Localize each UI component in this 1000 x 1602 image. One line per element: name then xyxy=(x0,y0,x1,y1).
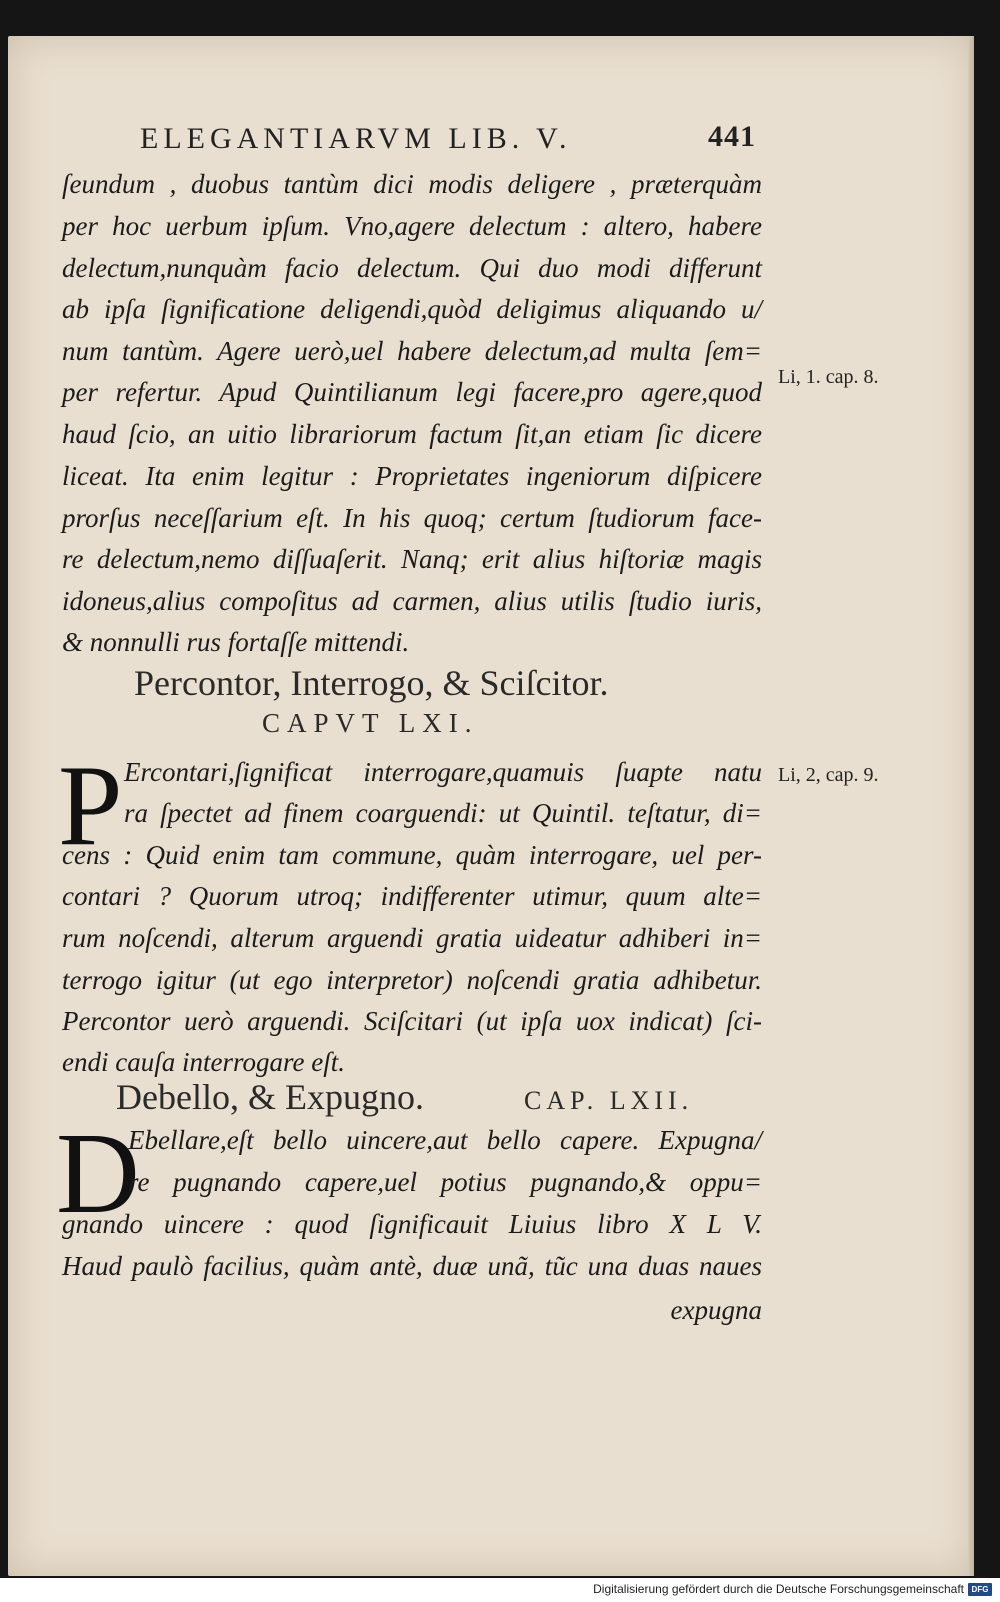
text-line: & nonnulli rus fortaſſe mittendi. xyxy=(62,627,410,657)
text-line: ab ipſa ſignificatione deligendi,quòd deligimus aliquando u/ xyxy=(62,294,762,324)
footer-text: Digitalisierung gefördert durch die Deutsche Forschungsgemeinschaft xyxy=(593,1582,964,1596)
text-line: haud ſcio, an uitio librariorum factum ſit,an etiam ſic dicere xyxy=(62,419,762,449)
text-line: ſeundum , duobus tantùm dici modis deligere , præterquàm xyxy=(62,169,762,199)
text-line: ra ſpectet ad finem coarguendi: ut Quintil. teſtatur, di= xyxy=(124,798,762,828)
running-head-title: ELEGANTIARVM LIB. V. xyxy=(140,122,572,155)
text-line: per refertur. Apud Quintilianum legi facere,pro agere,quod xyxy=(62,377,762,407)
text-line: gnando uincere : quod ſignificauit Liuius libro X L V. xyxy=(62,1209,762,1239)
margin-note: Li, 2, cap. 9. xyxy=(778,764,879,786)
running-head xyxy=(140,122,760,156)
text-line: Ercontari,ſignificat interrogare,quamuis ſuapte natu xyxy=(124,757,762,787)
text-line: liceat. Ita enim legitur : Proprietates ingeniorum diſpicere xyxy=(62,461,762,491)
section-heading: Percontor, Interrogo, & Sciſcitor. xyxy=(134,663,609,703)
chapter-label: CAP. LXII. xyxy=(524,1086,694,1115)
text-line: Ebellare,eſt bello uincere,aut bello capere. Expugna/ xyxy=(128,1125,762,1155)
section-heading: Debello, & Expugno. xyxy=(116,1077,424,1117)
catchword: expugna xyxy=(670,1295,762,1325)
text-line: idoneus,alius compoſitus ad carmen, alius utilis ſtudio iuris, xyxy=(62,586,762,616)
chapter-label: CAPVT LXI. xyxy=(262,708,479,738)
text-line: re pugnando capere,uel potius pugnando,& oppu= xyxy=(128,1167,762,1197)
text-line: prorſus neceſſarium eſt. In his quoq; certum ſtudiorum face- xyxy=(62,503,762,533)
drop-cap: P xyxy=(58,742,123,870)
text-line: re delectum,nemo diſſuaſerit. Nanq; erit alius hiſtoriæ magis xyxy=(62,544,762,574)
text-line: contari ? Quorum utroq; indifferenter utimur, quum alte= xyxy=(62,881,762,911)
drop-cap: D xyxy=(56,1110,140,1238)
page-number: 441 xyxy=(708,120,756,153)
dfg-logo: DFG xyxy=(968,1583,992,1596)
text-line: Haud paulò facilius, quàm antè, duæ unã, tũc una duas naues xyxy=(62,1251,762,1281)
text-line: rum noſcendi, alterum arguendi gratia uideatur adhiberi in= xyxy=(62,923,762,953)
footer-bar xyxy=(0,1578,1000,1602)
text-line: num tantùm. Agere uerò,uel habere delectum,ad multa ſem= xyxy=(62,336,762,366)
text-line: per hoc uerbum ipſum. Vno,agere delectum : altero, habere xyxy=(62,211,762,241)
text-line: endi cauſa interrogare eſt. xyxy=(62,1047,345,1077)
text-line: cens : Quid enim tam commune, quàm interrogare, uel per- xyxy=(62,840,762,870)
page-edge xyxy=(968,36,974,1576)
text-line: terrogo igitur (ut ego interpretor) noſcendi gratia adhibetur. xyxy=(62,965,762,995)
text-line: delectum,nunquàm facio delectum. Qui duo modi differunt xyxy=(62,253,762,283)
text-line: Percontor uerò arguendi. Sciſcitari (ut ipſa uox indicat) ſci- xyxy=(62,1006,762,1036)
margin-note: Li, 1. cap. 8. xyxy=(778,366,879,388)
